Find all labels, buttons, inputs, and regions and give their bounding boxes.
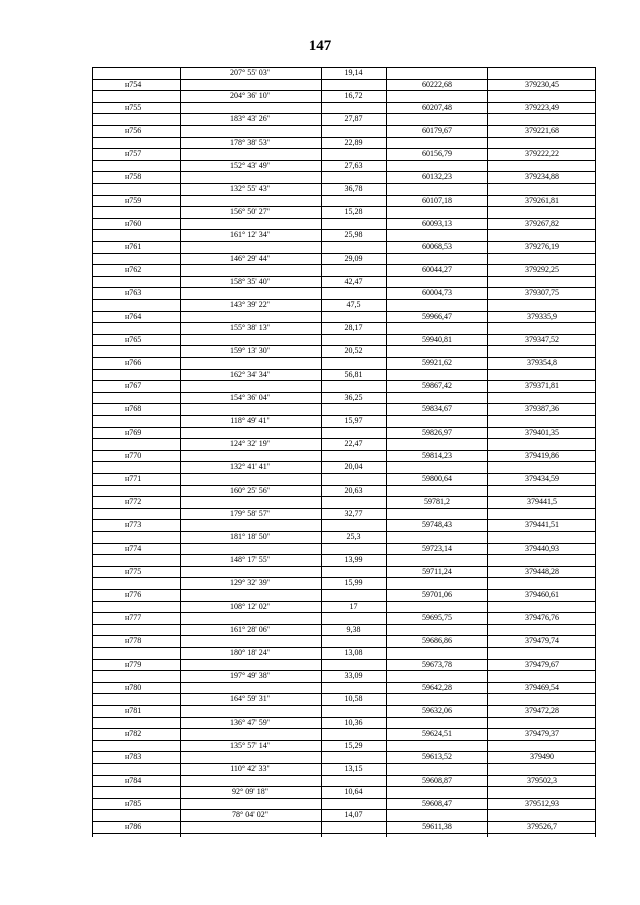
x-coordinate: 59781,2 <box>424 497 450 507</box>
segment-row <box>92 554 596 566</box>
y-coordinate: 379460,61 <box>525 590 559 599</box>
x-coordinate: 59701,06 <box>422 590 452 599</box>
segment-row <box>92 461 596 473</box>
point-row <box>92 821 596 833</box>
segment-length: 22,89 <box>344 137 363 147</box>
point-name: н776 <box>125 590 142 599</box>
direction-angle: 92° 09' 18" <box>232 787 268 797</box>
segment-row <box>92 137 596 149</box>
point-name: н767 <box>125 381 142 391</box>
point-name: н785 <box>125 798 142 808</box>
segment-length: 22,47 <box>344 439 363 449</box>
point-row <box>92 566 596 578</box>
segment-row <box>92 183 596 195</box>
segment-row <box>92 531 596 543</box>
segment-row <box>92 693 596 705</box>
y-coordinate: 379479,37 <box>525 729 559 739</box>
segment-length: 28,17 <box>344 323 363 333</box>
direction-angle: 204° 36' 10" <box>230 91 270 101</box>
direction-angle: 180° 18' 24" <box>230 648 270 657</box>
point-name: н783 <box>125 752 142 762</box>
segment-length: 36,25 <box>344 392 363 402</box>
point-row <box>92 195 596 207</box>
direction-angle: 118° 49' 41" <box>230 416 270 425</box>
segment-length: 32,77 <box>344 508 363 518</box>
point-name: н786 <box>125 822 142 831</box>
segment-length: 56,81 <box>344 369 363 379</box>
page-number: 147 <box>308 38 332 54</box>
x-coordinate: 59632,06 <box>422 706 452 715</box>
point-name: н756 <box>125 126 142 135</box>
segment-row <box>92 438 596 450</box>
segment-row <box>92 601 596 613</box>
x-coordinate: 60093,13 <box>422 218 452 228</box>
point-name: н757 <box>125 149 142 159</box>
point-row <box>92 775 596 787</box>
segment-length: 33,09 <box>344 671 363 681</box>
segment-row <box>92 113 596 125</box>
point-name: н780 <box>125 682 142 692</box>
point-name: н769 <box>125 427 142 437</box>
y-coordinate: 379347,52 <box>525 334 559 344</box>
segment-length: 47,5 <box>346 300 361 309</box>
point-name: н782 <box>125 729 142 739</box>
point-name: н755 <box>125 102 142 112</box>
segment-length: 27,87 <box>344 114 363 124</box>
x-coordinate: 59834,67 <box>422 404 452 414</box>
direction-angle: 160° 25' 56" <box>230 485 270 495</box>
segment-length: 20,52 <box>344 346 363 356</box>
direction-angle: 124° 32' 19" <box>230 439 270 449</box>
y-coordinate: 379479,74 <box>525 636 559 646</box>
x-coordinate: 59921,62 <box>422 358 452 367</box>
point-row <box>92 705 596 717</box>
direction-angle: 158° 35' 40" <box>230 276 270 286</box>
direction-angle: 78° 04' 02" <box>232 810 268 820</box>
y-coordinate: 379441,51 <box>525 520 559 530</box>
y-coordinate: 379479,67 <box>525 659 559 669</box>
direction-angle: 179° 58' 57" <box>230 508 270 518</box>
segment-length: 13,99 <box>344 555 363 565</box>
y-coordinate: 379472,28 <box>525 706 559 715</box>
segment-row <box>92 485 596 497</box>
y-coordinate: 379440,93 <box>525 543 559 553</box>
direction-angle: 183° 43' 26" <box>230 114 270 124</box>
segment-row <box>92 763 596 775</box>
y-coordinate: 379335,9 <box>527 311 557 321</box>
point-name: н772 <box>125 497 142 507</box>
point-row <box>92 798 596 810</box>
y-coordinate: 379354,8 <box>527 358 557 367</box>
point-row <box>92 450 596 462</box>
direction-angle: 132° 41' 41" <box>230 462 270 472</box>
point-name: н779 <box>125 659 142 669</box>
direction-angle: 155° 38' 13" <box>230 323 270 333</box>
direction-angle: 161° 28' 06" <box>230 624 270 634</box>
point-row <box>92 728 596 740</box>
y-coordinate: 379267,82 <box>525 218 559 228</box>
point-row <box>92 496 596 508</box>
x-coordinate: 59966,47 <box>422 311 452 321</box>
y-coordinate: 379221,68 <box>525 126 559 135</box>
direction-angle: 181° 18' 50" <box>230 532 270 541</box>
segment-length: 13,15 <box>344 764 363 773</box>
x-coordinate: 60179,67 <box>422 126 452 135</box>
y-coordinate: 379387,36 <box>525 404 559 414</box>
x-coordinate: 59940,81 <box>422 334 452 344</box>
segment-row <box>92 67 596 79</box>
y-coordinate: 379502,3 <box>527 775 557 785</box>
direction-angle: 108° 12' 02" <box>230 601 270 611</box>
x-coordinate: 60004,73 <box>422 288 452 298</box>
y-coordinate: 379222,22 <box>525 149 559 159</box>
direction-angle: 161° 12' 34" <box>230 230 270 240</box>
direction-angle: 136° 47' 59" <box>230 717 270 727</box>
point-row <box>92 659 596 671</box>
segment-row <box>92 786 596 798</box>
segment-row <box>92 160 596 172</box>
point-name: н784 <box>125 775 142 785</box>
segment-length: 10,36 <box>344 717 363 727</box>
point-row <box>92 334 596 346</box>
y-coordinate: 379476,76 <box>525 613 559 623</box>
x-coordinate: 59608,47 <box>422 798 452 808</box>
segment-row <box>92 90 596 102</box>
point-name: н758 <box>125 172 142 182</box>
x-coordinate: 59826,97 <box>422 427 452 437</box>
x-coordinate: 59642,28 <box>422 682 452 692</box>
x-coordinate: 59723,14 <box>422 543 452 553</box>
y-coordinate: 379512,93 <box>525 798 559 808</box>
segment-length: 19,14 <box>344 68 363 77</box>
point-name: н762 <box>125 265 142 275</box>
segment-length: 42,47 <box>344 276 363 286</box>
point-name: н759 <box>125 195 142 205</box>
segment-row <box>92 229 596 241</box>
point-name: н771 <box>125 474 142 483</box>
direction-angle: 132° 55' 43" <box>230 184 270 193</box>
segment-length: 13,08 <box>344 648 363 657</box>
y-coordinate: 379230,45 <box>525 79 559 89</box>
point-row <box>92 79 596 91</box>
y-coordinate: 379276,19 <box>525 242 559 251</box>
point-row <box>92 380 596 392</box>
segment-length: 9,38 <box>346 624 361 634</box>
segment-length: 25,3 <box>346 532 361 541</box>
point-name: н763 <box>125 288 142 298</box>
point-name: н781 <box>125 706 142 715</box>
segment-row <box>92 717 596 729</box>
y-coordinate: 379371,81 <box>525 381 559 391</box>
direction-angle: 146° 29' 44" <box>230 253 270 263</box>
direction-angle: 148° 17' 55" <box>230 555 270 565</box>
segment-row <box>92 276 596 288</box>
point-row <box>92 427 596 439</box>
x-coordinate: 59814,23 <box>422 450 452 460</box>
x-coordinate: 59673,78 <box>422 659 452 669</box>
point-name: н754 <box>125 79 142 89</box>
direction-angle: 143° 39' 22" <box>230 300 270 309</box>
x-coordinate: 59686,86 <box>422 636 452 646</box>
point-row <box>92 287 596 299</box>
direction-angle: 110° 42' 33" <box>230 764 270 773</box>
point-row <box>92 543 596 555</box>
direction-angle: 197° 49' 38" <box>230 671 270 681</box>
segment-length: 20,63 <box>344 485 363 495</box>
point-name: н765 <box>125 334 142 344</box>
point-row <box>92 612 596 624</box>
segment-length: 15,99 <box>344 578 363 588</box>
segment-length: 15,29 <box>344 740 363 750</box>
x-coordinate: 59800,64 <box>422 474 452 483</box>
point-row <box>92 148 596 160</box>
y-coordinate: 379292,25 <box>525 265 559 275</box>
y-coordinate: 379261,81 <box>525 195 559 205</box>
point-row <box>92 589 596 601</box>
direction-angle: 152° 43' 49" <box>230 160 270 170</box>
point-row <box>92 218 596 230</box>
x-coordinate: 59748,43 <box>422 520 452 530</box>
y-coordinate: 379307,75 <box>525 288 559 298</box>
point-row <box>92 682 596 694</box>
segment-row <box>92 740 596 752</box>
segment-length: 15,97 <box>344 416 363 425</box>
segment-row <box>92 670 596 682</box>
point-row <box>92 264 596 276</box>
y-coordinate: 379419,86 <box>525 450 559 460</box>
x-coordinate: 60044,27 <box>422 265 452 275</box>
point-row <box>92 519 596 531</box>
x-coordinate: 60222,68 <box>422 79 452 89</box>
point-name: н773 <box>125 520 142 530</box>
x-coordinate: 59695,75 <box>422 613 452 623</box>
point-name: н778 <box>125 636 142 646</box>
point-row <box>92 473 596 485</box>
point-name: н774 <box>125 543 142 553</box>
direction-angle: 129° 32' 39" <box>230 578 270 588</box>
segment-length: 10,64 <box>344 787 363 797</box>
point-row <box>92 311 596 323</box>
y-coordinate: 379441,5 <box>527 497 557 507</box>
direction-angle: 135° 57' 14" <box>230 740 270 750</box>
segment-length: 36,78 <box>344 184 363 193</box>
point-name: н770 <box>125 450 142 460</box>
x-coordinate: 60156,79 <box>422 149 452 159</box>
direction-angle: 164° 59' 31" <box>230 694 270 704</box>
x-coordinate: 59613,52 <box>422 752 452 762</box>
y-coordinate: 379223,49 <box>525 102 559 112</box>
segment-row <box>92 624 596 636</box>
coordinate-table <box>92 67 596 837</box>
segment-row <box>92 415 596 427</box>
direction-angle: 159° 13' 30" <box>230 346 270 356</box>
row-divider <box>92 833 596 834</box>
segment-row <box>92 369 596 381</box>
segment-length: 14,07 <box>344 810 363 820</box>
point-row <box>92 241 596 253</box>
point-row <box>92 403 596 415</box>
segment-length: 20,04 <box>344 462 363 472</box>
point-name: н777 <box>125 613 142 623</box>
segment-row <box>92 392 596 404</box>
segment-length: 29,09 <box>344 253 363 263</box>
direction-angle: 207° 55' 03" <box>230 68 270 77</box>
point-name: н768 <box>125 404 142 414</box>
segment-row <box>92 647 596 659</box>
x-coordinate: 60132,23 <box>422 172 452 182</box>
segment-length: 17 <box>349 601 358 611</box>
x-coordinate: 60068,53 <box>422 242 452 251</box>
y-coordinate: 379448,28 <box>525 566 559 576</box>
segment-length: 27,63 <box>344 160 363 170</box>
point-row <box>92 751 596 763</box>
point-row <box>92 171 596 183</box>
y-coordinate: 379469,54 <box>525 682 559 692</box>
point-name: н764 <box>125 311 142 321</box>
segment-row <box>92 206 596 218</box>
y-coordinate: 379490 <box>530 752 554 762</box>
segment-length: 10,58 <box>344 694 363 704</box>
y-coordinate: 379526,7 <box>527 822 557 831</box>
point-name: н760 <box>125 218 142 228</box>
point-name: н766 <box>125 358 142 367</box>
segment-row <box>92 345 596 357</box>
y-coordinate: 379234,88 <box>525 172 559 182</box>
segment-length: 25,98 <box>344 230 363 240</box>
point-row <box>92 635 596 647</box>
y-coordinate: 379434,59 <box>525 474 559 483</box>
x-coordinate: 60207,48 <box>422 102 452 112</box>
segment-row <box>92 508 596 520</box>
direction-angle: 156° 50' 27" <box>230 207 270 217</box>
point-row <box>92 102 596 114</box>
segment-row <box>92 322 596 334</box>
x-coordinate: 59611,38 <box>422 822 452 831</box>
segment-row <box>92 253 596 265</box>
segment-row <box>92 577 596 589</box>
x-coordinate: 59867,42 <box>422 381 452 391</box>
direction-angle: 178° 38' 53" <box>230 137 270 147</box>
point-row <box>92 125 596 137</box>
point-row <box>92 357 596 369</box>
x-coordinate: 59624,51 <box>422 729 452 739</box>
x-coordinate: 59608,87 <box>422 775 452 785</box>
point-name: н775 <box>125 566 142 576</box>
point-name: н761 <box>125 242 142 251</box>
x-coordinate: 59711,24 <box>422 566 452 576</box>
segment-length: 15,28 <box>344 207 363 217</box>
x-coordinate: 60107,18 <box>422 195 452 205</box>
y-coordinate: 379401,35 <box>525 427 559 437</box>
segment-row <box>92 299 596 311</box>
segment-length: 16,72 <box>344 91 363 101</box>
segment-row <box>92 809 596 821</box>
direction-angle: 162° 34' 34" <box>230 369 270 379</box>
direction-angle: 154° 36' 04" <box>230 392 270 402</box>
